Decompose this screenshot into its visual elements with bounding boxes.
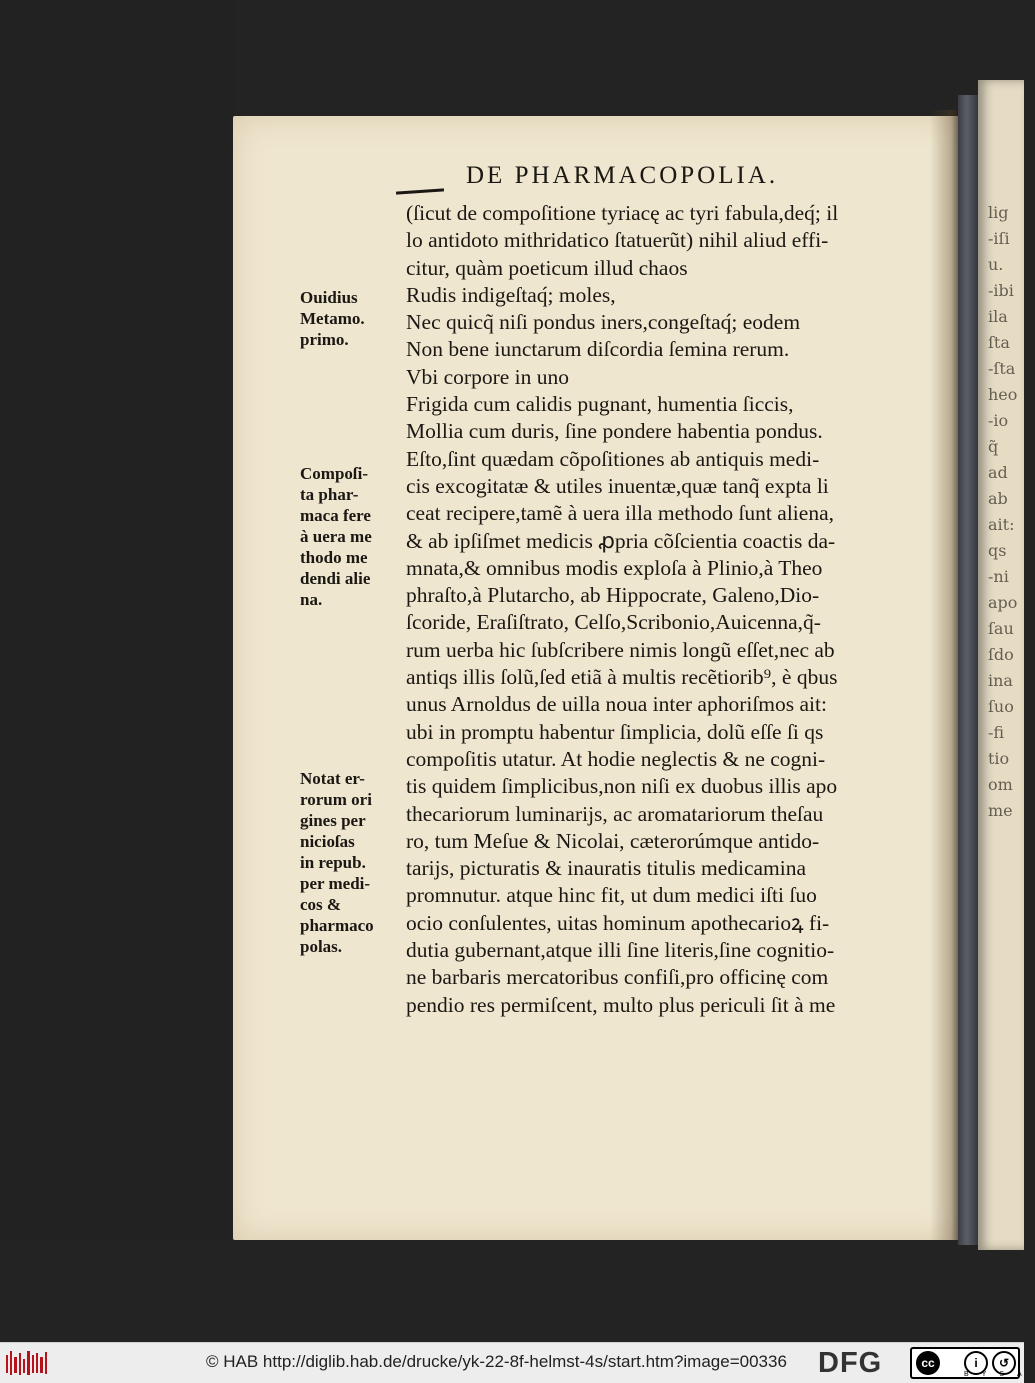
margin-note-line: Compoſi- [300,464,368,483]
text-line: tis quidem ſimplicibus,non niſi ex duobus illis apo [406,774,838,799]
text-line: unus Arnoldus de uilla noua inter aphoriſmos ait: [406,692,827,717]
text-line: Non bene iunctarum diſcordia ſemina rerum. [406,337,790,362]
book-spine [958,95,980,1245]
margin-note-line: per medi- [300,874,371,893]
facing-text-fragment: ſau [988,619,1014,638]
margin-note-line: thodo me [300,548,368,567]
facing-text-fragment: u. [988,255,1004,274]
text-line: Mollia cum duris, ſine pondere habentia pondus. [406,419,823,444]
license-sa-label: SA [999,1371,1035,1378]
text-line: ſcoride, Eraſiſtrato, Celſo,Scribonio,Auicenna,q̃- [406,610,821,635]
text-line: pendio res permiſcent, multo plus periculi ſit à me [406,992,836,1017]
text-line: ceat recipere,tamẽ à uera illa methodo ſunt aliena, [406,501,834,526]
text-line: & ab ipſiſmet medicis ꝓpria cõſcientia coactis da- [406,528,836,553]
cc-icon: cc [916,1351,940,1375]
facing-text-fragment: tio [988,749,1010,768]
text-line: lo antidoto mithridatico ſtatuerũt) nihil aliud effi- [406,228,829,253]
text-line: mnata,& omnibus modis exploſa à Plinio,à Theo [406,555,823,580]
facing-text-fragment: -fi [988,723,1005,742]
facing-text-fragment: ſdo [988,645,1014,664]
text-line: Frigida cum calidis pugnant, humentia ſiccis, [406,392,794,417]
margin-note-line: dendi alie [300,569,371,588]
facing-text-fragment: -ni [988,567,1009,586]
margin-note-ovid [300,287,410,350]
facing-text-fragment: heo [988,385,1018,404]
text-line: ubi in promptu habentur ſimplicia, dolũ eſſe ſi qs [406,719,824,744]
text-line: antiqs illis ſolũ,ſed etiã à multis recẽtiorib⁹, è qbus [406,665,838,690]
facing-text-fragment: -ſta [988,359,1016,378]
facing-text-fragment: qs [988,541,1007,560]
scan-backdrop-bottom [0,1238,1024,1342]
text-line: ro, tum Meſue & Nicolai, cæterorúmque antido- [406,828,820,853]
facing-text-fragment: ab [988,489,1008,508]
dfg-logo: DFG [818,1347,883,1379]
viewer-footer [0,1342,1035,1383]
text-line: Rudis indigeſtaq́; moles, [406,282,616,307]
running-head: DE PHARMACOPOLIA. [466,162,779,189]
facing-text-fragment: lig [988,203,1009,222]
facing-text-fragment: q̃ [988,437,999,456]
margin-note-line: ta phar- [300,485,359,504]
text-line: Eſto,ſint quædam cõpoſitiones ab antiquis medi- [406,446,820,471]
text-line: (ſicut de compoſitione tyriacę ac tyri fabula,deq́; il [406,201,839,225]
facing-text-fragment: ad [988,463,1008,482]
text-line: cis excogitatæ & utiles inuentæ,quæ tanq̃ expta li [406,473,829,498]
text-line: promnutur. atque hinc fit, ut dum medici iſti ſuo [406,883,817,908]
margin-note-line: na. [300,590,323,609]
text-line: compoſitis utatur. At hodie neglectis & ne cogni- [406,746,826,771]
margin-note-compounds [300,463,410,610]
facing-text-fragment: ſuo [988,697,1014,716]
facing-text-fragment: ina [988,671,1013,690]
text-line: citur, quàm poeticum illud chaos [406,255,688,280]
facing-text-fragment: ila [988,307,1008,326]
facing-text-fragment: -ibi [988,281,1014,300]
text-line: Vbi corpore in uno [406,364,570,389]
text-line: ne barbaris mercatoribus confiſi,pro officinę com [406,965,829,990]
footer-copyright-link[interactable]: © HAB http://diglib.hab.de/drucke/yk-22-8f-helmst-4s/start.htm?image=00336 [206,1352,787,1371]
margin-note-line: Metamo. [300,309,365,328]
facing-page-edge [978,80,1024,1250]
text-line: phraſto,à Plutarcho, ab Hippocrate, Galeno,Dio- [406,583,820,608]
license-by-label: BY [964,1371,1000,1378]
margin-note-errors [300,768,410,957]
margin-note-line: rorum ori [300,790,372,809]
facing-text-fragment: apo [988,593,1018,612]
facing-text-fragment: ait: [988,515,1015,534]
facing-text-fragment: om [988,775,1013,794]
cc-license-badge[interactable] [910,1347,1035,1379]
margin-note-line: nicioſas [300,832,355,851]
margin-note-line: primo. [300,330,349,349]
facing-text-fragment: -io [988,411,1009,430]
text-line: dutia gubernant,atque illi ſine literis,ſine cognitio- [406,938,835,963]
text-line: rum uerba hic ſubſcribere nimis longũ eſſet,nec ab [406,637,835,662]
margin-note-line: in repub. [300,853,366,872]
by-icon: i [964,1351,988,1375]
margin-note-line: maca fere [300,506,371,525]
margin-note-line: Notat er- [300,769,365,788]
text-line: ocio conſulentes, uitas hominum apothecarioꝝ fi- [406,910,830,935]
scan-backdrop [0,0,235,1342]
facing-text-fragment: -iſi [988,229,1010,248]
margin-note-line: Ouidius [300,288,358,307]
facing-text-fragment: ſta [988,333,1010,352]
hab-barcode-logo [6,1349,48,1377]
margin-note-line: gines per [300,811,366,830]
sa-icon: ↺ [992,1351,1016,1375]
text-line: thecariorum luminarijs, ac aromatariorum theſau [406,801,824,826]
margin-note-line: pharmaco [300,916,374,935]
margin-note-line: à uera me [300,527,372,546]
margin-note-line: cos & [300,895,342,914]
body-text [406,200,946,1019]
facing-page-text [988,200,1017,824]
text-line: Nec quicq̃ niſi pondus iners,congeſtaq́; eodem [406,310,801,335]
margin-note-line: polas. [300,937,343,956]
cc-labels [964,1371,1035,1378]
text-line: tarijs, picturatis & inauratis titulis medicamina [406,856,807,881]
facing-text-fragment: me [988,801,1013,820]
